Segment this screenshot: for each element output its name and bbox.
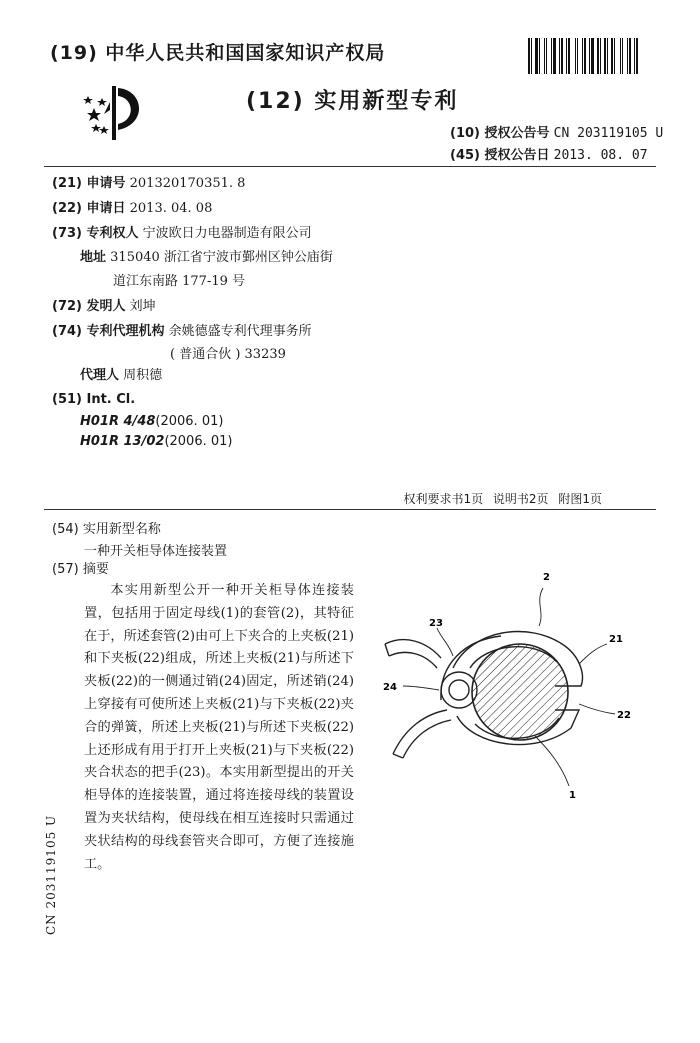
ipc-code-1: H01R 4/48: [80, 414, 156, 429]
application-number: 201320170351. 8: [129, 176, 246, 191]
agency-line-2-row: [170, 343, 286, 362]
abstract-label: (57) 摘要: [52, 562, 109, 577]
figure-label-23: 23: [429, 618, 443, 629]
figure-label-24: 24: [383, 682, 397, 693]
barcode-bar: [571, 38, 574, 74]
barcode-bar: [600, 38, 601, 74]
pages-divider: [44, 509, 656, 510]
barcode-bar: [584, 38, 586, 74]
address-line-2-row: [113, 270, 245, 289]
device-figure: [375, 568, 655, 838]
publication-number-row: [450, 122, 663, 141]
publication-number: CN 203119105 U: [553, 126, 664, 141]
barcode-bar: [595, 38, 596, 74]
agency-line-1: 余姚德盛专利代理事务所: [168, 324, 312, 339]
barcode-bar: [548, 38, 550, 74]
header-divider: [44, 166, 656, 167]
barcode-bar: [604, 38, 606, 74]
application-number-label: (21) 申请号: [52, 176, 126, 191]
barcode-bar: [634, 38, 635, 74]
barcode-bar: [564, 38, 565, 74]
busbar-cross-section: [472, 644, 568, 740]
patentee-label: (73) 专利权人: [52, 226, 139, 241]
ipc-row-1: [80, 414, 223, 429]
ipc-row-2: [80, 434, 232, 449]
figure-label-1: 1: [569, 790, 576, 801]
barcode-bar: [561, 38, 563, 74]
barcode-bar: [541, 38, 543, 74]
patentee-row: [52, 222, 312, 241]
agency-line-2: ( 普通合伙 ) 33239: [170, 347, 286, 362]
barcode-bar: [609, 38, 610, 74]
title-label: (54) 实用新型名称: [52, 522, 161, 537]
int-cl-row: [52, 392, 135, 407]
inventor-row: [52, 295, 156, 314]
barcode-bar: [587, 38, 588, 74]
ipc-version-1: (2006. 01): [155, 414, 224, 429]
barcode-bar: [611, 38, 613, 74]
figure-label-2: 2: [543, 572, 550, 583]
barcode-bar: [636, 38, 638, 74]
agent-label: 代理人: [80, 368, 120, 383]
ipc-code-2: H01R 13/02: [80, 434, 165, 449]
barcode-bar: [577, 38, 578, 74]
barcode-bar: [627, 38, 628, 74]
application-date: 2013. 04. 08: [129, 201, 213, 216]
inventor: 刘坤: [129, 299, 156, 314]
barcode-bar: [533, 38, 534, 74]
int-cl-label: (51) Int. Cl.: [52, 392, 136, 407]
barcode-bar: [566, 38, 567, 74]
agency-label: (74) 专利代理机构: [52, 324, 165, 339]
barcode-bar: [591, 38, 594, 74]
patentee: 宁波欧日力电器制造有限公司: [142, 226, 312, 241]
figure-label-21: 21: [609, 634, 623, 645]
barcode-bar: [553, 38, 556, 74]
publication-date-label: (45) 授权公告日: [450, 148, 550, 163]
barcode: [528, 38, 650, 74]
barcode-bar: [607, 38, 608, 74]
application-number-row: [52, 172, 245, 191]
side-publication-id: CN 203119105 U: [44, 814, 58, 935]
figure-label-22: 22: [617, 710, 631, 721]
barcode-bar: [582, 38, 583, 74]
handle-lower: [393, 710, 451, 758]
address-row: [80, 246, 333, 265]
address-line-1: 315040 浙江省宁波市鄞州区钟公庙街: [110, 250, 333, 265]
address-line-2: 道江东南路 177-19 号: [113, 274, 246, 289]
application-date-label: (22) 申请日: [52, 201, 126, 216]
office-name: (19) 中华人民共和国国家知识产权局: [50, 42, 386, 64]
utility-model-title: 一种开关柜导体连接装置: [84, 544, 228, 559]
barcode-bar: [535, 38, 538, 74]
barcode-bar: [597, 38, 599, 74]
publication-number-label: (10) 授权公告号: [450, 126, 550, 141]
barcode-bar: [624, 38, 626, 74]
barcode-bar: [602, 38, 603, 74]
barcode-bar: [531, 38, 532, 74]
document-type: (12) 实用新型专利: [246, 89, 459, 114]
application-date-row: [52, 197, 212, 216]
barcode-bar: [559, 38, 560, 74]
sipo-logo-icon: [82, 80, 162, 146]
barcode-bar: [632, 38, 633, 74]
agent: 周积德: [123, 368, 163, 383]
barcode-bar: [568, 38, 570, 74]
abstract-paragraph: 本实用新型公开一种开关柜导体连接装置，包括用于固定母线(1)的套管(2)，其特征在于，所述套管(2)由可上下夹合的上夹板(21)和下夹板(22)组成，所述上夹板(21)与所述下夹板(22)的一侧通过销(24)固定，所述销(24)上穿接有可使所述上夹板(21)与下夹板(22)夹合的弹簧，所述上夹板(21)与所述下夹板(22)上还形成有用于打开上夹板(21)与下夹板(22)夹合状态的把手(23)。本实用新型提出的开关柜导体的连接装置，通过将连接母线的装置设置为夹状结构，使母线在相互连接时只需通过夹状结构的母线套管夹合即可，方便了连接施工。: [84, 583, 354, 872]
publication-date: 2013. 08. 07: [553, 148, 648, 163]
barcode-bar: [620, 38, 621, 74]
barcode-bar: [546, 38, 547, 74]
barcode-bar: [557, 38, 558, 74]
barcode-bar: [528, 38, 530, 74]
inventor-label: (72) 发明人: [52, 299, 126, 314]
barcode-bar: [614, 38, 615, 74]
barcode-bar: [589, 38, 590, 74]
ipc-version-2: (2006. 01): [164, 434, 233, 449]
handle-upper: [385, 640, 441, 668]
abstract-text: [84, 580, 354, 876]
barcode-bar: [539, 38, 540, 74]
barcode-bar: [575, 38, 576, 74]
barcode-bar: [579, 38, 581, 74]
barcode-bar: [551, 38, 552, 74]
page-count-summary: 权利要求书1页 说明书2页 附图1页: [403, 492, 602, 506]
address-label: 地址: [80, 250, 107, 265]
publication-date-row: [450, 144, 648, 163]
barcode-bar: [622, 38, 623, 74]
barcode-bar: [616, 38, 619, 74]
agent-row: [80, 364, 162, 383]
barcode-bar: [544, 38, 545, 74]
barcode-bar: [629, 38, 631, 74]
agency-row: [52, 320, 312, 339]
